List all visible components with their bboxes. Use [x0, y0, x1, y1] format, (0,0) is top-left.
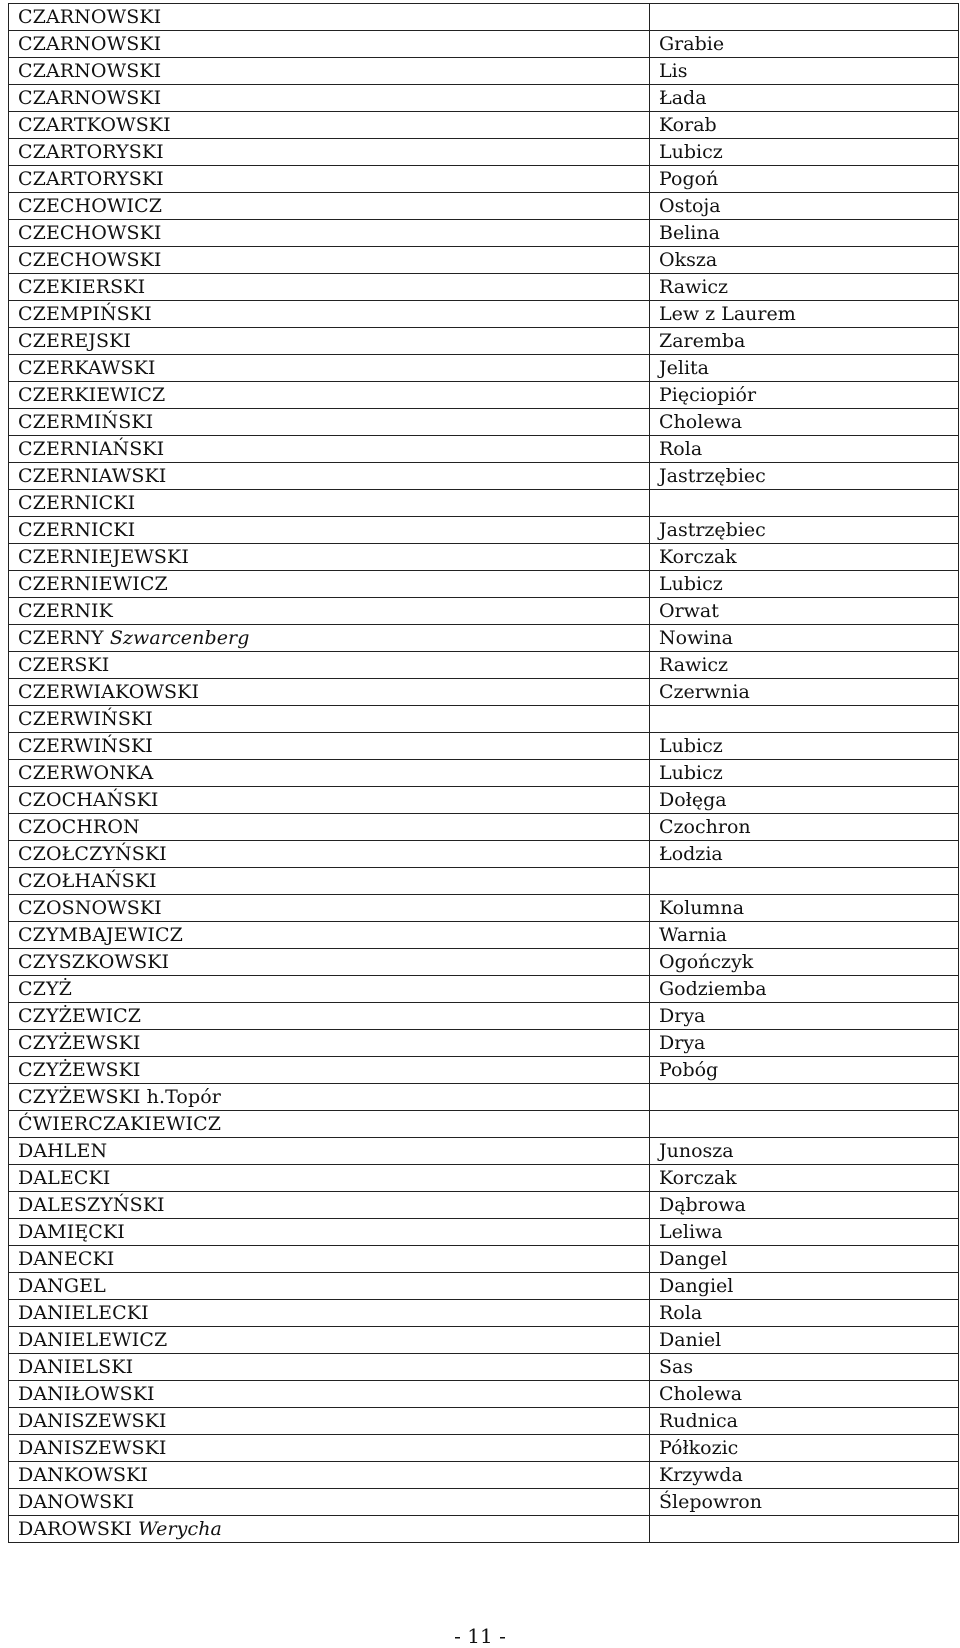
coat-of-arms-cell: Drya — [650, 1003, 959, 1030]
table-row — [9, 166, 959, 193]
surname-cell — [9, 274, 650, 301]
surname-cell — [9, 463, 650, 490]
table-row — [9, 1192, 959, 1219]
table-row — [9, 1003, 959, 1030]
coat-of-arms-cell: Czochron — [650, 814, 959, 841]
surname-cell — [9, 976, 650, 1003]
surname-cell — [9, 490, 650, 517]
surname-cell — [9, 1516, 650, 1543]
surname-text: CZERNICKI — [18, 519, 136, 541]
table-row — [9, 355, 959, 382]
table-row — [9, 922, 959, 949]
surname-cell — [9, 328, 650, 355]
surname-cell — [9, 760, 650, 787]
table-row — [9, 949, 959, 976]
coat-of-arms-cell: Korab — [650, 112, 959, 139]
surname-cell — [9, 220, 650, 247]
coat-of-arms-cell: Cholewa — [650, 409, 959, 436]
surname-text: CZOŁHAŃSKI — [18, 870, 157, 892]
surname-text: CZYŻEWSKI — [18, 1059, 141, 1081]
table-row — [9, 1219, 959, 1246]
surname-cell — [9, 598, 650, 625]
surname-text: DANIŁOWSKI — [18, 1383, 155, 1405]
surname-arms-table — [8, 3, 959, 1543]
surname-cell — [9, 1246, 650, 1273]
coat-of-arms-cell: Kolumna — [650, 895, 959, 922]
surname-cell — [9, 1084, 650, 1111]
table-row — [9, 706, 959, 733]
surname-text: DANECKI — [18, 1248, 115, 1270]
coat-of-arms-cell: Dąbrowa — [650, 1192, 959, 1219]
surname-text: CZERNIAWSKI — [18, 465, 167, 487]
table-row — [9, 814, 959, 841]
coat-of-arms-cell: Ogończyk — [650, 949, 959, 976]
surname-text: CZERNIAŃSKI — [18, 438, 165, 460]
surname-cell — [9, 4, 650, 31]
surname-text: CZERNICKI — [18, 492, 136, 514]
surname-text: CZOŁCZYŃSKI — [18, 843, 167, 865]
surname-text: CZARNOWSKI — [18, 87, 162, 109]
table-row — [9, 1489, 959, 1516]
table-row — [9, 1084, 959, 1111]
surname-text: DANIELECKI — [18, 1302, 149, 1324]
surname-cell — [9, 1300, 650, 1327]
coat-of-arms-cell: Dangiel — [650, 1273, 959, 1300]
table-row — [9, 571, 959, 598]
coat-of-arms-cell: Rola — [650, 1300, 959, 1327]
surname-cell — [9, 1327, 650, 1354]
page-number: - 11 - — [454, 1624, 506, 1648]
surname-cell — [9, 841, 650, 868]
surname-cell — [9, 112, 650, 139]
coat-of-arms-cell: Belina — [650, 220, 959, 247]
table-row — [9, 841, 959, 868]
surname-cell — [9, 355, 650, 382]
coat-of-arms-cell: Dangel — [650, 1246, 959, 1273]
coat-of-arms-cell: Pięciopiór — [650, 382, 959, 409]
table-row — [9, 544, 959, 571]
table-row — [9, 517, 959, 544]
table-row — [9, 301, 959, 328]
coat-of-arms-cell: Pobóg — [650, 1057, 959, 1084]
surname-text: CZERNIEWICZ — [18, 573, 168, 595]
table-row — [9, 193, 959, 220]
table-row — [9, 1354, 959, 1381]
surname-text: CZYŻEWSKI — [18, 1032, 141, 1054]
surname-qualifier: Werycha — [138, 1518, 222, 1540]
table-row — [9, 787, 959, 814]
surname-text: CZYŻ — [18, 978, 72, 1000]
surname-cell — [9, 1030, 650, 1057]
coat-of-arms-cell: Półkozic — [650, 1435, 959, 1462]
coat-of-arms-cell: Leliwa — [650, 1219, 959, 1246]
surname-text: DANIELSKI — [18, 1356, 134, 1378]
surname-cell — [9, 1462, 650, 1489]
surname-cell — [9, 409, 650, 436]
surname-cell — [9, 679, 650, 706]
surname-cell — [9, 85, 650, 112]
coat-of-arms-cell: Łada — [650, 85, 959, 112]
surname-cell — [9, 193, 650, 220]
table-row — [9, 220, 959, 247]
surname-text: CZARTKOWSKI — [18, 114, 171, 136]
surname-cell — [9, 31, 650, 58]
surname-cell — [9, 301, 650, 328]
table-row — [9, 679, 959, 706]
coat-of-arms-cell: Orwat — [650, 598, 959, 625]
coat-of-arms-cell: Lis — [650, 58, 959, 85]
table-row — [9, 1165, 959, 1192]
coat-of-arms-cell: Lubicz — [650, 139, 959, 166]
surname-cell — [9, 1057, 650, 1084]
coat-of-arms-cell: Daniel — [650, 1327, 959, 1354]
coat-of-arms-cell: Lubicz — [650, 760, 959, 787]
surname-text: DAHLEN — [18, 1140, 108, 1162]
surname-cell — [9, 1138, 650, 1165]
surname-text: CZEKIERSKI — [18, 276, 146, 298]
coat-of-arms-cell — [650, 1516, 959, 1543]
surname-cell — [9, 247, 650, 274]
table-row — [9, 1246, 959, 1273]
surname-cell — [9, 868, 650, 895]
surname-cell — [9, 1003, 650, 1030]
surname-text: CZERKAWSKI — [18, 357, 156, 379]
table-row — [9, 1408, 959, 1435]
surname-text: CZYŻEWICZ — [18, 1005, 142, 1027]
table-row — [9, 868, 959, 895]
surname-cell — [9, 1273, 650, 1300]
table-row — [9, 436, 959, 463]
surname-text: DANISZEWSKI — [18, 1410, 167, 1432]
coat-of-arms-cell: Łodzia — [650, 841, 959, 868]
surname-text: CZEREJSKI — [18, 330, 132, 352]
surname-text: CZERNIEJEWSKI — [18, 546, 189, 568]
surname-text: CZERSKI — [18, 654, 110, 676]
table-row — [9, 490, 959, 517]
coat-of-arms-cell: Rudnica — [650, 1408, 959, 1435]
surname-cell — [9, 139, 650, 166]
surname-text: CZERWIŃSKI — [18, 708, 153, 730]
surname-cell — [9, 1435, 650, 1462]
coat-of-arms-cell: Lubicz — [650, 733, 959, 760]
surname-text: DANISZEWSKI — [18, 1437, 167, 1459]
table-row — [9, 1057, 959, 1084]
coat-of-arms-cell: Rawicz — [650, 274, 959, 301]
surname-text: CZARNOWSKI — [18, 60, 162, 82]
surname-cell — [9, 1354, 650, 1381]
surname-text: CZECHOWICZ — [18, 195, 163, 217]
coat-of-arms-cell: Lew z Laurem — [650, 301, 959, 328]
surname-qualifier: Szwarcenberg — [109, 627, 250, 649]
table-row — [9, 112, 959, 139]
surname-cell — [9, 1111, 650, 1138]
coat-of-arms-cell — [650, 868, 959, 895]
coat-of-arms-cell: Junosza — [650, 1138, 959, 1165]
surname-cell — [9, 1219, 650, 1246]
table-row — [9, 1435, 959, 1462]
coat-of-arms-cell: Grabie — [650, 31, 959, 58]
surname-cell — [9, 733, 650, 760]
table-row — [9, 976, 959, 1003]
coat-of-arms-cell: Jelita — [650, 355, 959, 382]
table-row — [9, 1462, 959, 1489]
surname-cell — [9, 652, 650, 679]
surname-cell — [9, 166, 650, 193]
surname-text: CZARNOWSKI — [18, 6, 162, 28]
surname-cell — [9, 814, 650, 841]
table-row — [9, 1516, 959, 1543]
surname-text: CZERWIAKOWSKI — [18, 681, 200, 703]
table-row — [9, 1273, 959, 1300]
coat-of-arms-cell: Dołęga — [650, 787, 959, 814]
coat-of-arms-cell: Sas — [650, 1354, 959, 1381]
coat-of-arms-cell: Jastrzębiec — [650, 517, 959, 544]
surname-text: CZECHOWSKI — [18, 222, 162, 244]
surname-cell — [9, 1381, 650, 1408]
coat-of-arms-cell: Pogoń — [650, 166, 959, 193]
coat-of-arms-cell: Korczak — [650, 1165, 959, 1192]
surname-cell — [9, 1192, 650, 1219]
table-row — [9, 1327, 959, 1354]
table-row — [9, 1030, 959, 1057]
table-row — [9, 1111, 959, 1138]
surname-text: CZERNIK — [18, 600, 113, 622]
surname-cell — [9, 922, 650, 949]
coat-of-arms-cell — [650, 490, 959, 517]
surname-text: CZARTORYSKI — [18, 141, 164, 163]
table-body — [9, 4, 959, 1543]
surname-cell — [9, 1408, 650, 1435]
coat-of-arms-cell: Nowina — [650, 625, 959, 652]
coat-of-arms-cell: Krzywda — [650, 1462, 959, 1489]
table-row — [9, 409, 959, 436]
coat-of-arms-cell: Drya — [650, 1030, 959, 1057]
coat-of-arms-cell — [650, 706, 959, 733]
coat-of-arms-cell: Jastrzębiec — [650, 463, 959, 490]
surname-text: DALESZYŃSKI — [18, 1194, 165, 1216]
surname-text: DAROWSKI — [18, 1518, 132, 1540]
table-row — [9, 652, 959, 679]
surname-text: DANKOWSKI — [18, 1464, 148, 1486]
table-row — [9, 598, 959, 625]
coat-of-arms-cell: Godziemba — [650, 976, 959, 1003]
surname-text: CZERWONKA — [18, 762, 154, 784]
coat-of-arms-cell: Cholewa — [650, 1381, 959, 1408]
surname-text: CZYMBAJEWICZ — [18, 924, 183, 946]
coat-of-arms-cell: Korczak — [650, 544, 959, 571]
table-row — [9, 1138, 959, 1165]
coat-of-arms-cell — [650, 1111, 959, 1138]
surname-text: CZERKIEWICZ — [18, 384, 166, 406]
surname-cell — [9, 58, 650, 85]
table-row — [9, 4, 959, 31]
table-row — [9, 31, 959, 58]
table-row — [9, 760, 959, 787]
surname-text: CZERWIŃSKI — [18, 735, 153, 757]
table-row — [9, 733, 959, 760]
table-row — [9, 382, 959, 409]
surname-text: CZERNY — [18, 627, 104, 649]
coat-of-arms-cell: Ślepowron — [650, 1489, 959, 1516]
surname-cell — [9, 895, 650, 922]
surname-text: CZARNOWSKI — [18, 33, 162, 55]
surname-text: CZOSNOWSKI — [18, 897, 162, 919]
surname-text: ĆWIERCZAKIEWICZ — [18, 1113, 222, 1135]
surname-cell — [9, 706, 650, 733]
coat-of-arms-cell: Rawicz — [650, 652, 959, 679]
surname-text: CZECHOWSKI — [18, 249, 162, 271]
table-row — [9, 1381, 959, 1408]
table-row — [9, 895, 959, 922]
table-row — [9, 463, 959, 490]
table-row — [9, 247, 959, 274]
surname-cell — [9, 571, 650, 598]
coat-of-arms-cell: Lubicz — [650, 571, 959, 598]
surname-cell — [9, 1489, 650, 1516]
surname-text: DAMIĘCKI — [18, 1221, 125, 1243]
surname-cell — [9, 1165, 650, 1192]
surname-cell — [9, 787, 650, 814]
coat-of-arms-cell: Zaremba — [650, 328, 959, 355]
coat-of-arms-cell — [650, 4, 959, 31]
table-row — [9, 328, 959, 355]
table-row — [9, 58, 959, 85]
surname-cell — [9, 544, 650, 571]
table-row — [9, 625, 959, 652]
surname-cell — [9, 517, 650, 544]
surname-text: DANIELEWICZ — [18, 1329, 168, 1351]
surname-text: CZOCHRON — [18, 816, 140, 838]
surname-text: DANGEL — [18, 1275, 106, 1297]
surname-text: CZERMIŃSKI — [18, 411, 154, 433]
table-row — [9, 85, 959, 112]
surname-text: DANOWSKI — [18, 1491, 135, 1513]
surname-cell — [9, 382, 650, 409]
table-row — [9, 139, 959, 166]
surname-text: CZEMPIŃSKI — [18, 303, 152, 325]
surname-text: CZARTORYSKI — [18, 168, 164, 190]
coat-of-arms-cell: Ostoja — [650, 193, 959, 220]
coat-of-arms-cell: Warnia — [650, 922, 959, 949]
coat-of-arms-cell — [650, 1084, 959, 1111]
surname-text: DALECKI — [18, 1167, 111, 1189]
table-row — [9, 1300, 959, 1327]
coat-of-arms-cell: Rola — [650, 436, 959, 463]
surname-cell — [9, 949, 650, 976]
surname-cell — [9, 625, 650, 652]
surname-text: CZYSZKOWSKI — [18, 951, 170, 973]
surname-text: CZOCHAŃSKI — [18, 789, 159, 811]
table-row — [9, 274, 959, 301]
surname-text: CZYŻEWSKI h.Topór — [18, 1086, 221, 1108]
coat-of-arms-cell: Oksza — [650, 247, 959, 274]
coat-of-arms-cell: Czerwnia — [650, 679, 959, 706]
surname-cell — [9, 436, 650, 463]
